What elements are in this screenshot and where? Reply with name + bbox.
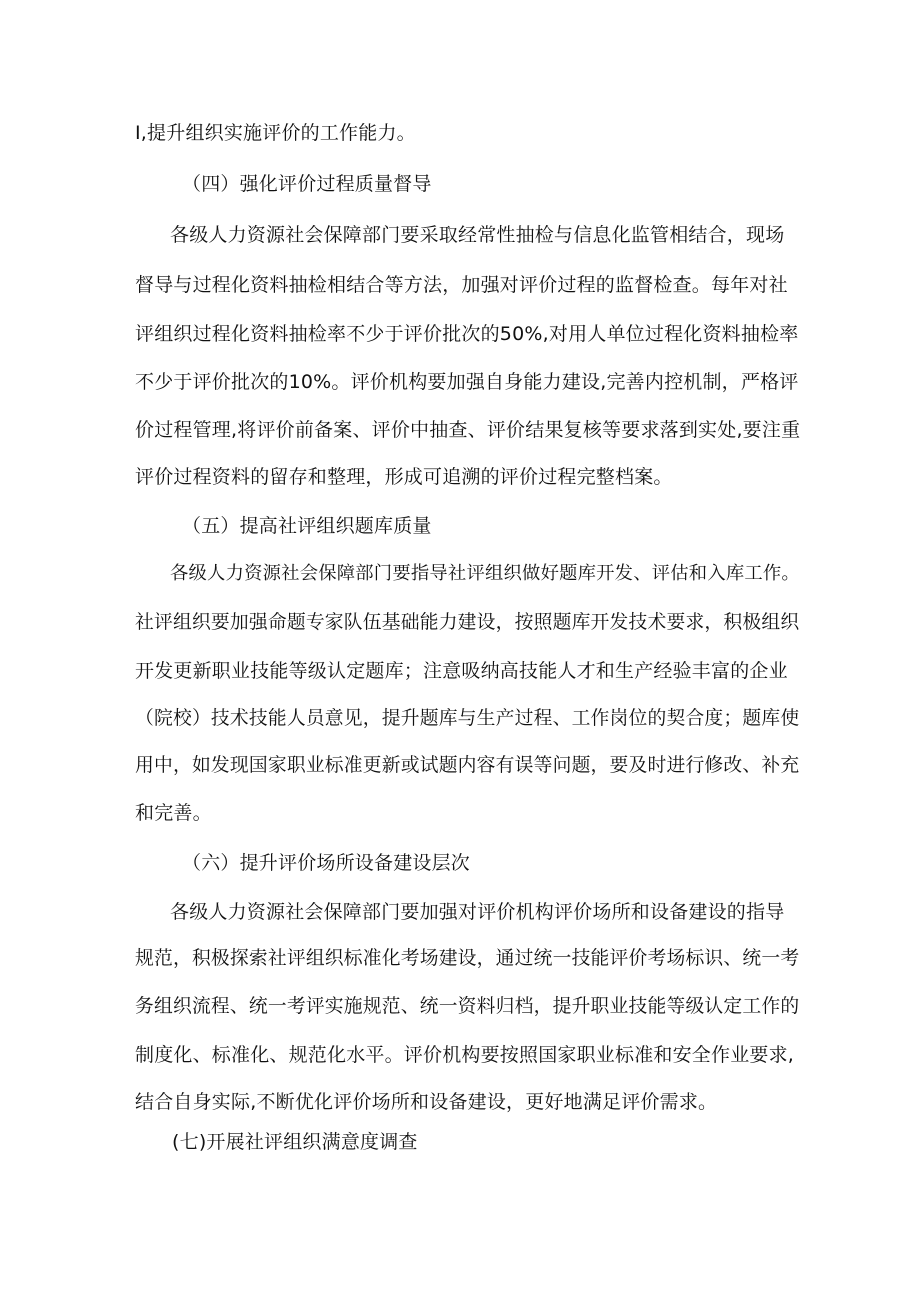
- text-line: 开发更新职业技能等级认定题库；注意吸纳高技能人才和生产经验丰富的企业: [135, 660, 788, 682]
- text-line: 社评组织要加强命题专家队伍基础能力建设，按照题库开发技术要求，积极组织: [135, 612, 800, 633]
- section-heading-5: （五）提高社评组织题库质量: [182, 515, 432, 537]
- text-line: 制度化、标准化、规范化水平。评价机构要按照国家职业标准和安全作业要求,: [135, 1044, 795, 1066]
- text-line: I,提升组织实施评价的工作能力。: [135, 122, 416, 144]
- text-line: 用中，如发现国家职业标准更新或试题内容有误等问题，要及时进行修改、补充: [135, 755, 800, 776]
- section-heading-4: （四）强化评价过程质量督导: [182, 173, 432, 195]
- text-line: 和完善。: [135, 802, 212, 824]
- text-line: 各级人力资源社会保障部门要加强对评价机构评价场所和设备建设的指导: [170, 901, 785, 923]
- section-heading-6: （六）提升评价场所设备建设层次: [182, 852, 471, 874]
- text-line: 结合自身实际,不断优化评价场所和设备建设，更好地满足评价需求。: [135, 1091, 718, 1113]
- text-line: 规范，积极探索社评组织标准化考场建设，通过统一技能评价考场标识、统一考: [135, 948, 800, 969]
- text-line: 评组织过程化资料抽检率不少于评价批次的50%,对用人单位过程化资料抽检率: [135, 323, 799, 345]
- text-line: 评价过程资料的留存和整理，形成可追溯的评价过程完整档案。: [135, 466, 673, 488]
- text-line: 不少于评价批次的10%。评价机构要加强自身能力建设,完善内控机制，严格评: [135, 371, 799, 393]
- text-line: 督导与过程化资料抽检相结合等方法，加强对评价过程的监督检查。每年对社: [135, 274, 788, 296]
- text-line: 务组织流程、统一考评实施规范、统一资料归档，提升职业技能等级认定工作的: [135, 996, 800, 1017]
- text-line: （院校）技术技能人员意见，提升题库与生产过程、工作岗位的契合度；题库使: [135, 708, 800, 729]
- text-line: 各级人力资源社会保障部门要指导社评组织做好题库开发、评估和入库工作。: [170, 563, 800, 584]
- text-line: 各级人力资源社会保障部门要采取经常性抽检与信息化监管相结合，现场: [170, 224, 785, 246]
- text-line: 价过程管理,将评价前备案、评价中抽查、评价结果复核等要求落到实处,要注重: [135, 419, 801, 441]
- section-heading-7: (七)开展社评组织满意度调查: [172, 1131, 418, 1153]
